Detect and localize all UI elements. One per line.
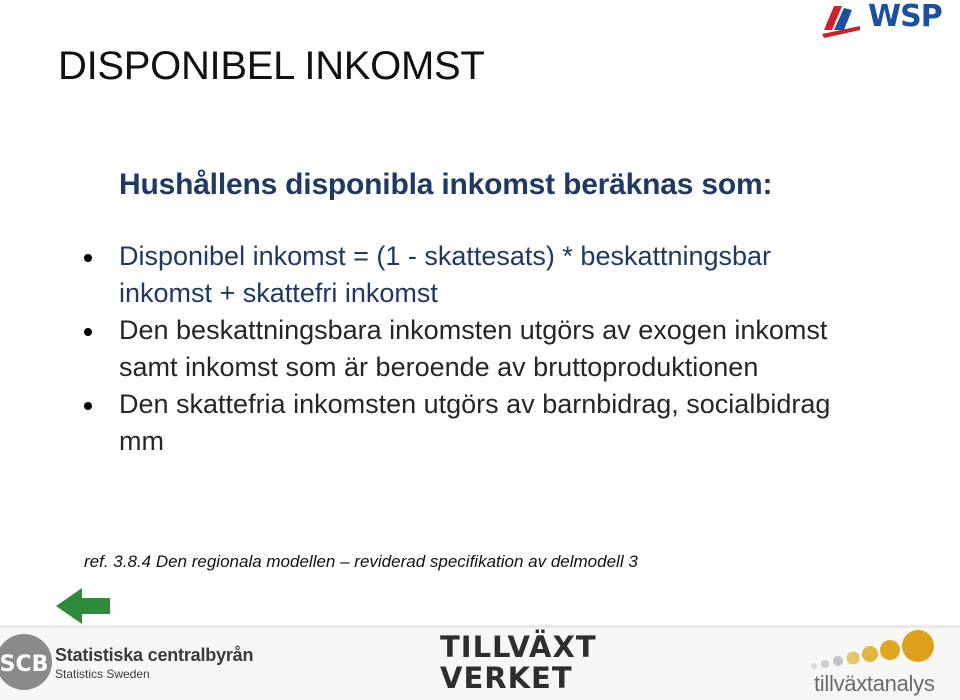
wsp-logo-text: WSP (868, 0, 942, 34)
tillvaxtanalys-dots-icon (808, 626, 958, 676)
tillvaxtverket-line1: TILLVÄXT (440, 630, 597, 664)
list-item (84, 238, 844, 312)
bullet-text: Disponibel inkomst = (1 - skattesats) * beskattningsbar inkomst + skattefri inkomst (119, 241, 772, 308)
reference-note: ref. 3.8.4 Den regionala modellen – reviderad specifikation av delmodell 3 (84, 552, 638, 571)
slide-subtitle: Hushållens disponibla inkomst beräknas som: (119, 168, 773, 201)
back-arrow-icon[interactable] (56, 588, 110, 624)
svg-text:SCB: SCB (0, 652, 49, 677)
bullet-icon (84, 254, 92, 262)
page-title: DISPONIBEL INKOMST (58, 44, 485, 88)
bullet-text: Den skattefria inkomsten utgörs av barnbidrag, socialbidrag mm (119, 389, 831, 456)
tillvaxtverket-logo (440, 632, 620, 694)
list-item (84, 312, 844, 386)
bullet-list (84, 238, 844, 460)
bullet-icon (84, 402, 92, 410)
bullet-icon (84, 328, 92, 336)
scb-logo-subtitle: Statistics Sweden (55, 667, 150, 681)
bullet-text: Den beskattningsbara inkomsten utgörs av exogen inkomst samt inkomst som är beroende av bruttoproduktionen (119, 315, 828, 382)
scb-emblem-icon (0, 631, 56, 693)
scb-logo-name: Statistiska centralbyrån (55, 645, 254, 665)
list-item (84, 386, 844, 460)
tillvaxtanalys-logo-text: tillväxtanalys (814, 671, 935, 696)
tillvaxtverket-line2: VERKET (440, 661, 573, 695)
